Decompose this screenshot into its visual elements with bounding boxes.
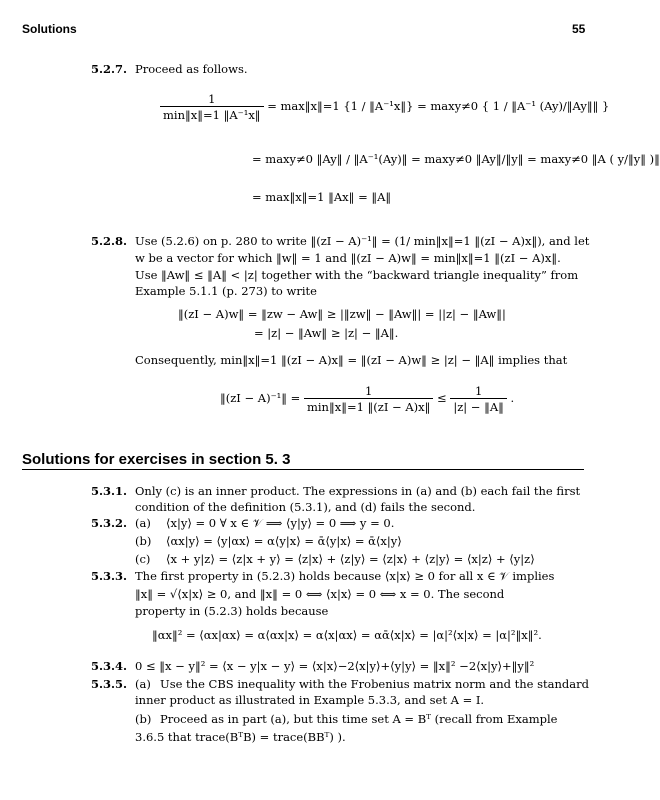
numerator: 1 [365, 384, 373, 398]
equation-line: ⟨x|y⟩ = 0 ∀ x ∈ 𝒱 ⟹ ⟨y|y⟩ = 0 ⟹ y = 0. [166, 516, 395, 530]
paragraph-line: Only (c) is an inner product. The expressions in (a) and (b) each fail the first [135, 484, 581, 498]
equation-line: ⟨x + y|z⟩ = ⟨z|x + y⟩ = ⟨z|x⟩ + ⟨z|y⟩ = ⟨z|x⟩ + ⟨z|y⟩ = ⟨x|z⟩ + ⟨y|z⟩ [166, 552, 535, 566]
page-number: 55 [572, 22, 586, 36]
fraction [160, 92, 264, 122]
exercise-number: 5.3.4. [91, 659, 128, 673]
equation-line: 0 ≤ ‖x − y‖² = ⟨x − y|x − y⟩ = ⟨x|x⟩−2⟨x|y⟩+⟨y|y⟩ = ‖x‖² −2⟨x|y⟩+‖y‖² [135, 659, 535, 673]
equation-line: ‖(zI − A)w‖ = ‖zw − Aw‖ ≥ |‖zw‖ − ‖Aw‖| = ||z| − ‖Aw‖| [178, 307, 506, 321]
exercise-number: 5.2.8. [91, 234, 128, 248]
paragraph-line: inner product as illustrated in Example 5.3.3, and set A = I. [135, 693, 485, 707]
equation-part: ‖(zI − A)⁻¹‖ = [220, 391, 301, 405]
paragraph-line: condition of the definition (5.3.1), and (d) fails the second. [135, 500, 476, 514]
equation-line: = |z| − ‖Aw‖ ≥ |z| − ‖A‖. [254, 326, 399, 340]
equation-line: = max‖x‖=1 ‖Ax‖ = ‖A‖ [252, 190, 392, 204]
paragraph-line: The first property in (5.2.3) holds because ⟨x|x⟩ ≥ 0 for all x ∈ 𝒱 implies [135, 569, 555, 583]
fraction [304, 384, 433, 414]
paragraph-line: 3.6.5 that trace(BᵀB) = trace(BBᵀ) ). [135, 730, 346, 744]
equation-line [220, 384, 514, 414]
paragraph-line: Proceed as in part (a), but this time set A = Bᵀ (recall from Example [160, 712, 558, 726]
equation-part: = max‖x‖=1 {1 / ‖A⁻¹x‖} = maxy≠0 { 1 / ‖A⁻¹ (Ay)/‖Ay‖‖ } [267, 99, 610, 113]
paragraph-line: ‖x‖ = √⟨x|x⟩ ≥ 0, and ‖x‖ = 0 ⟺ ⟨x|x⟩ = 0 ⟺ x = 0. The second [135, 587, 505, 601]
denominator: min‖x‖=1 ‖A⁻¹x‖ [160, 106, 264, 122]
paragraph-line: Example 5.1.1 (p. 273) to write [135, 284, 317, 298]
running-header: Solutions [22, 22, 77, 36]
part-label: (c) [135, 552, 151, 566]
paragraph-line: Consequently, min‖x‖=1 ‖(zI − A)x‖ = ‖(zI − A)w‖ ≥ |z| − ‖A‖ implies that [135, 353, 568, 367]
numerator: 1 [208, 92, 216, 106]
part-label: (a) [135, 516, 151, 530]
denominator: |z| − ‖A‖ [450, 398, 507, 414]
equation-part: ≤ [437, 391, 447, 405]
equation-line: ‖αx‖² = ⟨αx|αx⟩ = α⟨αx|x⟩ = α⟨x|αx⟩ = αᾱ⟨x|x⟩ = |α|²⟨x|x⟩ = |α|²‖x‖². [152, 628, 542, 642]
equation-line [160, 92, 609, 122]
equation-part: . [510, 391, 515, 405]
exercise-number: 5.3.2. [91, 516, 128, 530]
numerator: 1 [474, 384, 483, 398]
paragraph-line: Use ‖Aw‖ ≤ ‖A‖ < |z| together with the “backward triangle inequality” from [135, 268, 579, 282]
equation-line: = maxy≠0 ‖Ay‖ / ‖A⁻¹(Ay)‖ = maxy≠0 ‖Ay‖/‖y‖ = maxy≠0 ‖A ( y/‖y‖ )‖ [252, 152, 660, 166]
part-label: (b) [135, 712, 152, 726]
equation-line: ⟨αx|y⟩ = ⟨y|αx⟩ = α⟨y|x⟩ = ᾱ⟨y|x⟩ = ᾱ⟨x|y⟩ [166, 534, 402, 548]
part-label: (b) [135, 534, 152, 548]
part-label: (a) [135, 677, 151, 691]
paragraph-line: w be a vector for which ‖w‖ = 1 and ‖(zI − A)w‖ = min‖x‖=1 ‖(zI − A)x‖. [135, 251, 561, 265]
paragraph-line: Use (5.2.6) on p. 280 to write ‖(zI − A)⁻¹‖ = (1/ min‖x‖=1 ‖(zI − A)x‖), and let [135, 234, 590, 248]
fraction [450, 384, 507, 414]
exercise-number: 5.3.5. [91, 677, 128, 691]
section-title: Solutions for exercises in section 5. 3 [22, 451, 291, 468]
denominator: min‖x‖=1 ‖(zI − A)x‖ [304, 398, 433, 414]
exercise-number: 5.3.1. [91, 484, 128, 498]
paragraph-line: Use the CBS inequality with the Frobenius matrix norm and the standard [160, 677, 589, 691]
exercise-number: 5.2.7. [91, 62, 128, 76]
paragraph: Proceed as follows. [135, 62, 248, 76]
paragraph-line: property in (5.2.3) holds because [135, 604, 329, 618]
section-rule [22, 469, 584, 470]
exercise-number: 5.3.3. [91, 569, 128, 583]
